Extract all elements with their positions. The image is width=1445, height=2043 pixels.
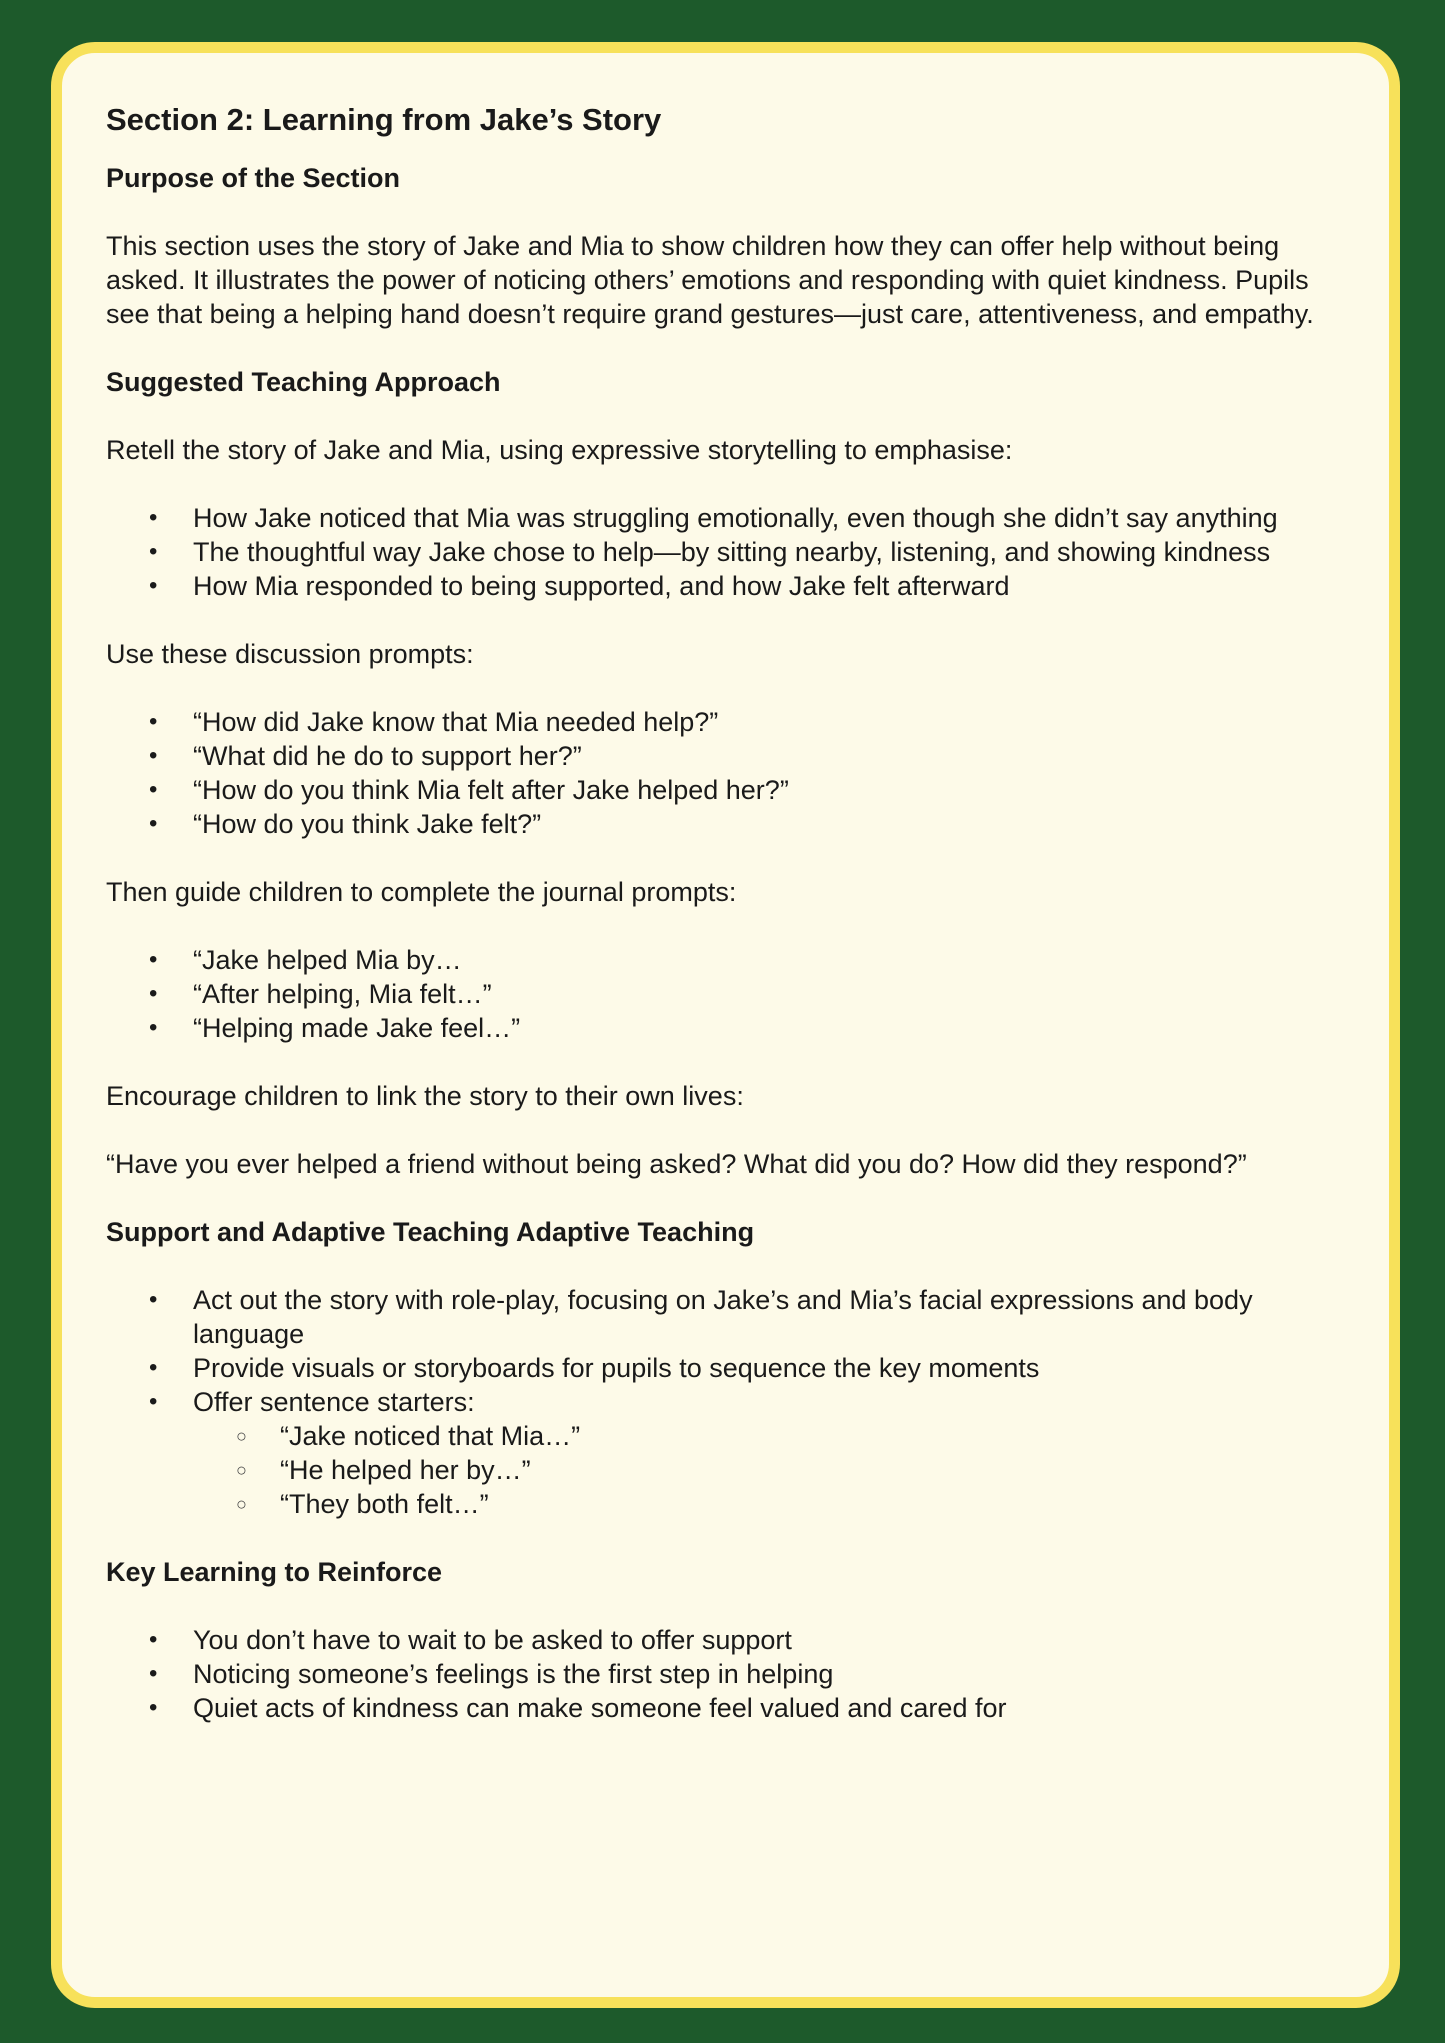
page-title: Section 2: Learning from Jake’s Story — [106, 102, 662, 137]
support-list — [106, 1283, 1356, 1419]
key-learning-list — [106, 1623, 1356, 1725]
list-item: • The thoughtful way Jake chose to help—by sitting nearby, listening, and showing kindness — [106, 535, 1356, 569]
retell-list — [106, 501, 1356, 603]
list-item: • You don’t have to wait to be asked to offer support — [106, 1623, 1356, 1657]
list-item: • Noticing someone’s feelings is the first step in helping — [106, 1657, 1356, 1691]
journal-intro: Then guide children to complete the journal prompts: — [106, 877, 737, 907]
list-item: • Act out the story with role-play, focusing on Jake’s and Mia’s facial expressions and body language — [106, 1283, 1356, 1351]
list-item: ○ “Jake noticed that Mia…” — [106, 1419, 1356, 1453]
list-item: • Offer sentence starters: — [106, 1385, 1356, 1419]
approach-heading: Suggested Teaching Approach — [106, 367, 501, 397]
list-item: • “How did Jake know that Mia needed help?” — [106, 705, 1356, 739]
list-item: • “After helping, Mia felt…” — [106, 977, 1356, 1011]
list-item: • Quiet acts of kindness can make someone feel valued and cared for — [106, 1691, 1356, 1725]
support-heading: Support and Adaptive Teaching Adaptive Teaching — [106, 1217, 755, 1247]
list-item: • “Helping made Jake feel…” — [106, 1011, 1356, 1045]
list-item: • “What did he do to support her?” — [106, 739, 1356, 773]
list-item: • Provide visuals or storyboards for pupils to sequence the key moments — [106, 1351, 1356, 1385]
list-item: • “How do you think Jake felt?” — [106, 807, 1356, 841]
key-learning-heading: Key Learning to Reinforce — [106, 1557, 443, 1587]
list-item: ○ “He helped her by…” — [106, 1453, 1356, 1487]
list-item: • How Mia responded to being supported, and how Jake felt afterward — [106, 569, 1356, 603]
discussion-intro: Use these discussion prompts: — [106, 639, 474, 669]
discussion-list — [106, 705, 1356, 841]
link-question: “Have you ever helped a friend without being asked? What did you do? How did they respond?” — [106, 1149, 1247, 1179]
list-item: ○ “They both felt…” — [106, 1487, 1356, 1521]
purpose-heading: Purpose of the Section — [106, 163, 401, 193]
retell-intro: Retell the story of Jake and Mia, using expressive storytelling to emphasise: — [106, 435, 1013, 465]
link-intro: Encourage children to link the story to their own lives: — [106, 1081, 744, 1111]
list-item: • “How do you think Mia felt after Jake helped her?” — [106, 773, 1356, 807]
sentence-starters-list — [106, 1419, 1356, 1521]
list-item: • How Jake noticed that Mia was struggling emotionally, even though she didn’t say anything — [106, 501, 1356, 535]
journal-list — [106, 943, 1356, 1045]
document-content — [106, 98, 1356, 1725]
list-item: • “Jake helped Mia by… — [106, 943, 1356, 977]
purpose-text: This section uses the story of Jake and Mia to show children how they can offer help without being asked. It illustrates the power of noticing others’ emotions and responding with quiet kindness. Pupils see that being a helping hand doesn’t require grand gestures—just care, attentiveness, and empathy. — [106, 231, 1314, 329]
